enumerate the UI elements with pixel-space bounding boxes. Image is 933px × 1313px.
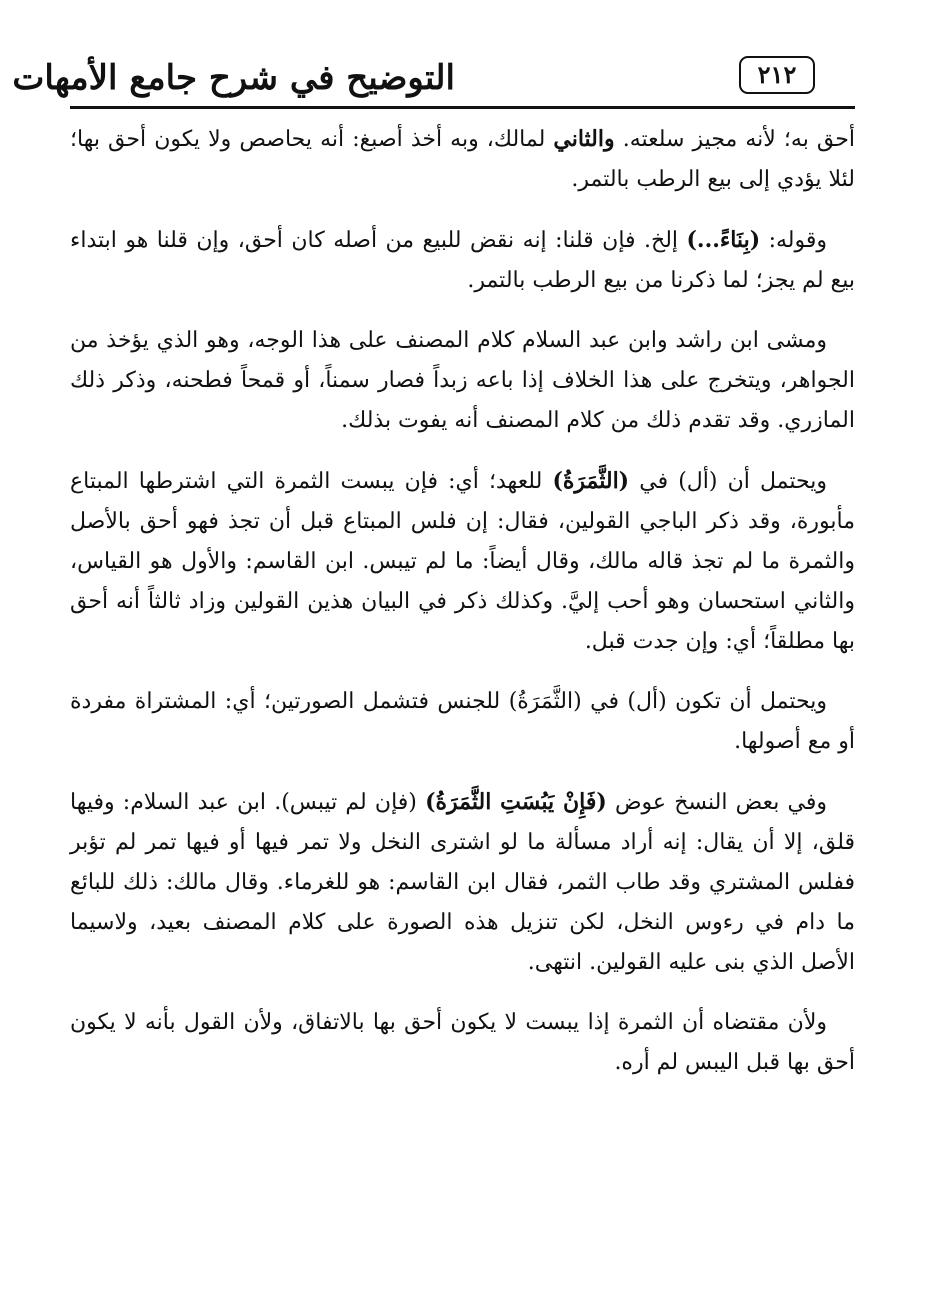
page-number-badge: ٢١٢ (739, 56, 815, 94)
page-body (70, 109, 855, 1083)
quoted-matn: (الثَّمَرَةُ) (552, 468, 630, 494)
text-segment: وفي بعض النسخ عوض (606, 790, 827, 815)
book-page (12, 50, 856, 1280)
bold-term: والثاني (553, 126, 615, 152)
paragraph (70, 461, 855, 662)
text-segment: أحق به؛ لأنه مجيز سلعته. (614, 127, 855, 152)
text-segment: للعهد؛ أي: فإن يبست الثمرة التي اشترطها المبتاع مأبورة، وقد ذكر الباجي القولين، فقال: إن فلس المبتاع قبل أن تجذ فهو أحق بالأصل والثمرة ما لم تجذ قاله مالك، وقال أيضاً: ما لم تيبس. ابن القاسم: والأول هو القياس، والثاني استحسان وهو أحب إليَّ. وكذلك ذكر في البيان هذين القولين وزاد ثالثاً أنه أحق بها مطلقاً؛ أي: وإن جدت قبل. (70, 469, 856, 654)
running-title: التوضيح في شرح جامع الأمهات (12, 58, 455, 98)
paragraph (70, 321, 855, 441)
text-segment: (فإن لم تيبس). ابن عبد السلام: وفيها قلق، إلا أن يقال: إنه أراد مسألة ما لو اشترى النخل ولا تمر فيها أو فيها تمر لم تؤبر ففلس المشتري وقد طاب الثمر، فقال ابن القاسم: هو للغرماء. وقال مالك: ذلك للبائع ما دام في رءوس النخل، لكن تنزيل هذه الصورة على كلام المصنف بعيد، ولاسيما الأصل الذي بنى عليه القولين. انتهى. (70, 790, 855, 975)
paragraph (70, 119, 855, 200)
paragraph (70, 782, 855, 983)
text-segment: ويحتمل أن (أل) في (629, 469, 827, 494)
text-segment: لمالك، وبه أخذ أصبغ: أنه يحاصص ولا يكون أحق بها؛ لئلا يؤدي إلى بيع الرطب بالتمر. (70, 127, 855, 192)
quoted-matn: (بِنَاءً...) (686, 227, 761, 253)
paragraph (70, 1003, 855, 1083)
text-segment: ومشى ابن راشد وابن عبد السلام كلام المصنف على هذا الوجه، وهو الذي يؤخذ من الجواهر، ويتخرج على هذا الخلاف إذا باعه زبداً فصار سمناً، أو قمحاً فطحنه، وذكر ذلك المازري. وقد تقدم ذلك من كلام المصنف أنه يفوت بذلك. (70, 328, 855, 433)
text-segment: ولأن مقتضاه أن الثمرة إذا يبست لا يكون أحق بها بالاتفاق، ولأن القول بأنه لا يكون أحق بها قبل اليبس لم أره. (70, 1010, 855, 1075)
quoted-matn: (فَإِنْ يَبُسَتِ الثَّمَرَةُ) (425, 789, 607, 815)
paragraph (70, 220, 855, 301)
page-header (12, 50, 855, 109)
text-segment: ويحتمل أن تكون (أل) في (الثَّمَرَةُ) للجنس فتشمل الصورتين؛ أي: المشتراة مفردة أو مع أصولها. (70, 689, 855, 754)
text-segment: إلخ. فإن قلنا: إنه نقض للبيع من أصله كان أحق، وإن قلنا هو ابتداء بيع لم يجز؛ لما ذكرنا من بيع الرطب بالتمر. (70, 228, 855, 293)
paragraph (70, 682, 855, 762)
text-segment: وقوله: (760, 228, 827, 253)
